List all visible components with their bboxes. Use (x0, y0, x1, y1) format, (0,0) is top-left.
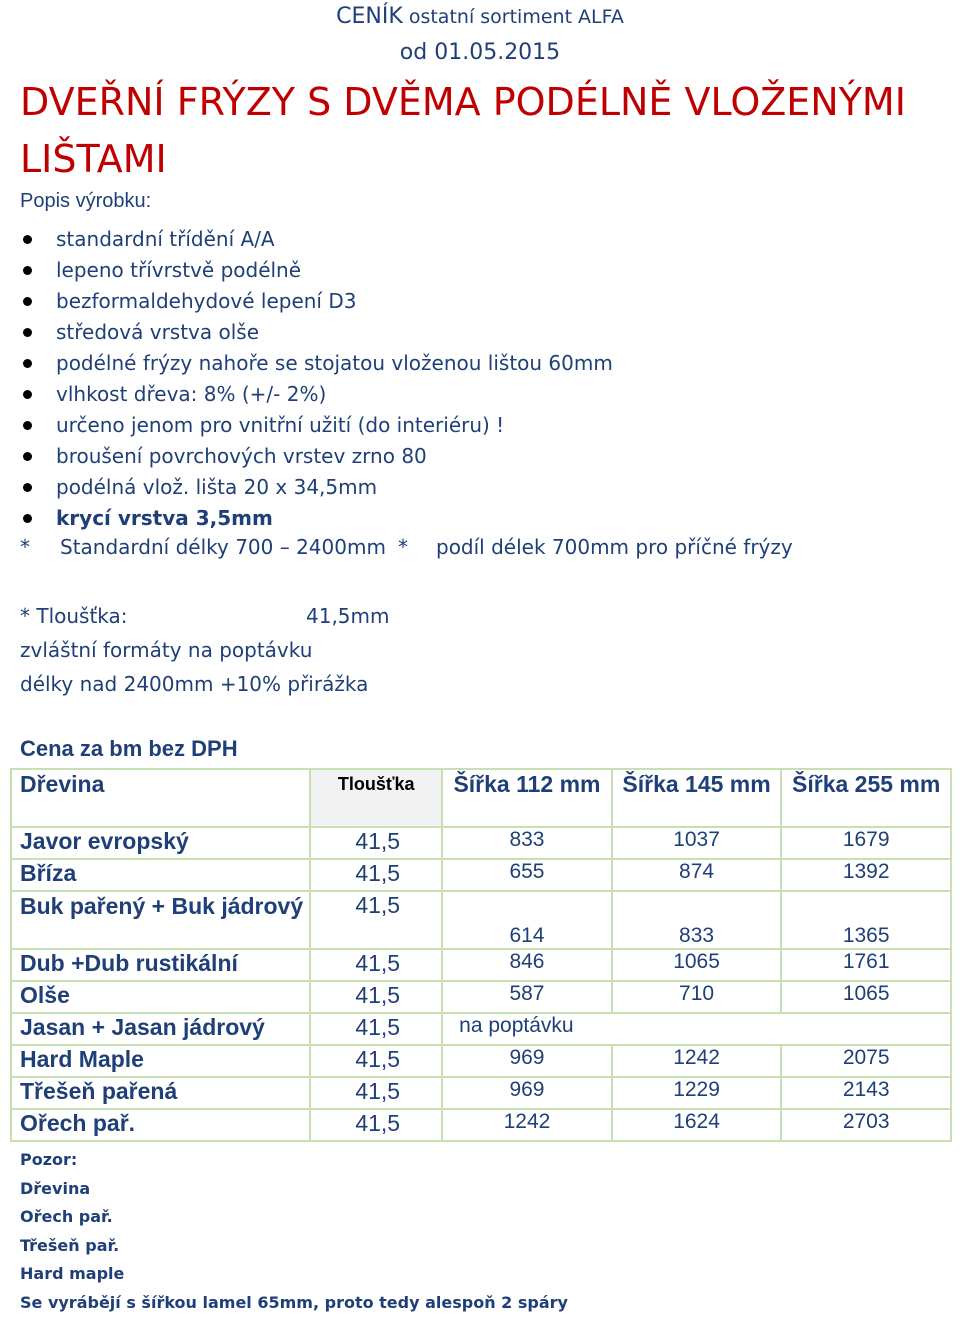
list-item: bezformaldehydové lepení D3 (20, 286, 613, 317)
wood-thickness: 41,5 (310, 1045, 442, 1077)
wood-name: Bříza (11, 859, 310, 891)
wood-thickness: 41,5 (310, 981, 442, 1013)
price-145: 833 (612, 891, 782, 949)
table-row (11, 949, 951, 981)
price-255: 1392 (781, 859, 951, 891)
price-112: 846 (442, 949, 612, 981)
page-title (20, 74, 940, 188)
wood-thickness: 41,5 (310, 949, 442, 981)
wood-thickness: 41,5 (310, 859, 442, 891)
price-145: 1242 (612, 1045, 782, 1077)
price-255: 1761 (781, 949, 951, 981)
special-formats-note: zvláštní formáty na poptávku (20, 638, 313, 662)
page-title-line1: DVEŘNÍ FRÝZY S DVĚMA PODÉLNĚ VLOŽENÝMI (20, 80, 906, 124)
list-item: podélná vlož. lišta 20 x 34,5mm (20, 472, 613, 503)
standard-lengths: Standardní délky 700 – 2400mm (60, 535, 386, 559)
list-item: určeno jenom pro vnitřní užití (do interiéru) ! (20, 410, 613, 441)
list-item: podélné frýzy nahoře se stojatou vloženou lištou 60mm (20, 348, 613, 379)
warning-label: Pozor: (20, 1150, 78, 1169)
valid-from-date: od 01.05.2015 (399, 40, 561, 65)
list-item: Třešeň pař. (20, 1235, 120, 1255)
table-row (11, 891, 951, 949)
table-row (11, 1013, 951, 1045)
price-255: 1065 (781, 981, 951, 1013)
description-list (20, 224, 613, 534)
page-title-line2: LIŠTAMI (20, 137, 167, 181)
notes-wood-label: Dřevina (20, 1178, 91, 1198)
header-width-255: Šířka 255 mm (781, 769, 951, 827)
header-width-145: Šířka 145 mm (612, 769, 782, 827)
header-thickness: Tloušťka (310, 769, 442, 827)
wood-name: Javor evropský (11, 827, 310, 859)
price-on-request: na poptávku (442, 1013, 951, 1045)
list-item: Ořech pař. (20, 1207, 113, 1227)
wood-name: Hard Maple (11, 1045, 310, 1077)
wood-thickness: 41,5 (310, 891, 442, 949)
wood-name: Třešeň pařená (11, 1077, 310, 1109)
price-255: 2075 (781, 1045, 951, 1077)
table-row (11, 1077, 951, 1109)
wood-name: Buk pařený + Buk jádrový (11, 891, 310, 949)
wood-thickness: 41,5 (310, 1013, 442, 1045)
price-145: 1229 (612, 1077, 782, 1109)
lengths-share-note: podíl délek 700mm pro příčné frýzy (436, 535, 793, 559)
price-255: 1365 (781, 891, 951, 949)
wood-thickness: 41,5 (310, 1077, 442, 1109)
price-112: 833 (442, 827, 612, 859)
wood-thickness: 41,5 (310, 827, 442, 859)
pricelist-header (0, 4, 960, 29)
price-table (10, 768, 952, 1142)
price-112: 614 (442, 891, 612, 949)
pricelist-label: CENÍK (336, 4, 403, 29)
price-145: 710 (612, 981, 782, 1013)
list-item: lepeno třívrstvě podélně (20, 255, 613, 286)
notes-block (20, 1146, 568, 1318)
list-item: Hard maple (20, 1264, 125, 1284)
price-145: 1037 (612, 827, 782, 859)
price-112: 969 (442, 1045, 612, 1077)
price-112: 587 (442, 981, 612, 1013)
wood-name: Olše (11, 981, 310, 1013)
price-255: 2703 (781, 1109, 951, 1141)
long-length-surcharge: délky nad 2400mm +10% přirážka (20, 672, 369, 696)
price-heading: Cena za bm bez DPH (20, 736, 238, 761)
wood-thickness: 41,5 (310, 1109, 442, 1141)
thickness-value: 41,5mm (306, 604, 390, 628)
list-item: vlhkost dřeva: 8% (+/- 2%) (20, 379, 613, 410)
header-width-112: Šířka 112 mm (442, 769, 612, 827)
price-145: 1065 (612, 949, 782, 981)
wood-name: Ořech pař. (11, 1109, 310, 1141)
price-145: 874 (612, 859, 782, 891)
table-row (11, 827, 951, 859)
price-255: 2143 (781, 1077, 951, 1109)
table-header-row (11, 769, 951, 827)
lengths-star-2: * (398, 535, 408, 559)
header-wood: Dřevina (11, 769, 310, 827)
list-item: krycí vrstva 3,5mm (20, 503, 613, 534)
price-112: 969 (442, 1077, 612, 1109)
price-112: 655 (442, 859, 612, 891)
table-row (11, 981, 951, 1013)
description-heading: Popis výrobku: (20, 190, 152, 212)
lengths-star: * (20, 535, 30, 559)
list-item: středová vrstva olše (20, 317, 613, 348)
pricelist-subtitle: ostatní sortiment ALFA (402, 6, 624, 28)
list-item: broušení povrchových vrstev zrno 80 (20, 441, 613, 472)
list-item: standardní třídění A/A (20, 224, 613, 255)
price-145: 1624 (612, 1109, 782, 1141)
table-row (11, 859, 951, 891)
wood-name: Jasan + Jasan jádrový (11, 1013, 310, 1045)
thickness-label: * Tloušťka: (20, 604, 128, 628)
price-255: 1679 (781, 827, 951, 859)
wood-name: Dub +Dub rustikální (11, 949, 310, 981)
table-row (11, 1045, 951, 1077)
footer-note: Se vyrábějí s šířkou lamel 65mm, proto tedy alespoň 2 spáry (20, 1292, 568, 1312)
price-112: 1242 (442, 1109, 612, 1141)
table-row (11, 1109, 951, 1141)
